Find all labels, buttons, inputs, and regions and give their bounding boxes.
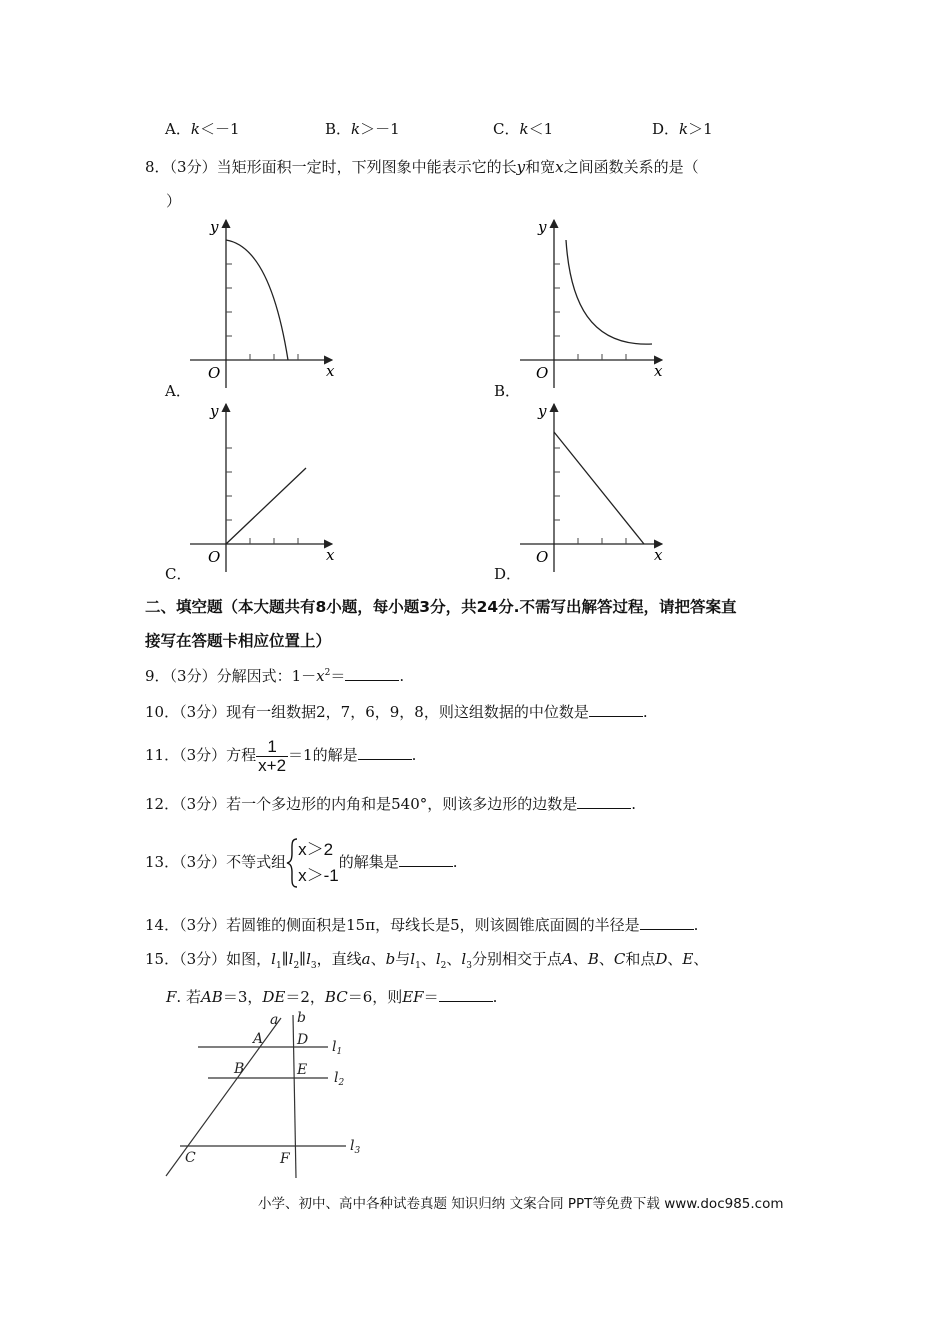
label-l1 xyxy=(332,1039,342,1057)
inequality-row-2: x＞-1 xyxy=(298,866,339,885)
q15-text: 与 xyxy=(395,950,411,968)
origin-label: O xyxy=(536,364,549,382)
label-l3-sub: 3 xyxy=(354,1146,361,1156)
graph-b xyxy=(490,212,680,402)
axis-x-label: x xyxy=(654,546,663,564)
q12-text: 12．（3分）若一个多边形的内角和是540°，则该多边形的边数是 xyxy=(145,795,578,813)
q8-text: 和宽 xyxy=(525,158,556,176)
option-var: k xyxy=(679,120,689,138)
option-c xyxy=(493,118,553,139)
answer-blank[interactable] xyxy=(589,715,643,717)
axis-y-label: y xyxy=(538,218,547,236)
q15-var: l xyxy=(410,950,416,968)
answer-blank[interactable] xyxy=(577,807,631,809)
option-label: A． xyxy=(165,120,191,138)
q15-text: 、 xyxy=(667,950,683,968)
answer-blank[interactable] xyxy=(640,928,694,930)
axis-x-label: x xyxy=(326,362,335,380)
q10-end: . xyxy=(642,703,648,721)
q15-var: l xyxy=(288,950,294,968)
q15-var: F xyxy=(166,988,177,1006)
label-l2-sub: 2 xyxy=(338,1078,345,1088)
axis-x-label: x xyxy=(654,362,663,380)
q15-var: l xyxy=(306,950,311,968)
q15-var: l xyxy=(271,950,276,968)
q15-sub: 3 xyxy=(310,961,317,971)
q14-end: . xyxy=(693,916,699,934)
label-l2 xyxy=(334,1070,344,1088)
q15-text: 和点 xyxy=(625,950,656,968)
q15-sub: 3 xyxy=(466,961,472,971)
axis-y-label: y xyxy=(210,218,219,236)
label-E: E xyxy=(297,1062,308,1078)
option-label: C． xyxy=(493,120,520,138)
answer-blank[interactable] xyxy=(399,865,453,867)
graph-a xyxy=(160,212,350,402)
graph-a-label: A． xyxy=(165,382,191,400)
q11-text: 11．（3分）方程 xyxy=(145,746,257,764)
q15-var: A xyxy=(561,950,573,968)
q8-var-x: x xyxy=(555,158,564,176)
footer-text: 小学、初中、高中各种试卷真题 知识归纳 文案合同 PPT等免费下载 www.doc985.com xyxy=(258,1196,784,1212)
q11-end: . xyxy=(411,746,417,764)
q15-var: C xyxy=(613,950,626,968)
q15-var: l xyxy=(461,950,467,968)
question-12 xyxy=(145,793,636,814)
inequality-system xyxy=(298,837,339,889)
q13-text: 13．（3分）不等式组 xyxy=(145,853,287,871)
q15-sub: 2 xyxy=(293,961,300,971)
label-b: b xyxy=(297,1010,306,1026)
q8-text: 之间函数关系的是（ xyxy=(563,158,699,176)
graph-d-line xyxy=(554,432,644,544)
graph-d-label: D． xyxy=(494,565,522,583)
q9-var: x xyxy=(316,667,325,685)
graph-b-curve xyxy=(566,240,652,344)
q15-var: BC xyxy=(324,988,348,1006)
q15-sub: 1 xyxy=(275,961,282,971)
q10-text: 10．（3分）现有一组数据2，7，6，9，8，则这组数据的中位数是 xyxy=(145,703,589,721)
graph-c-line xyxy=(226,468,306,544)
fraction-numerator: 1 xyxy=(256,738,288,757)
parallel-lines-figure xyxy=(160,1010,380,1180)
option-label: B． xyxy=(325,120,352,138)
q15-var: B xyxy=(587,950,599,968)
question-13 xyxy=(145,834,458,890)
graph-c xyxy=(160,396,350,586)
q13-end: . xyxy=(452,853,458,871)
label-F: F xyxy=(280,1151,290,1167)
graph-d xyxy=(490,396,680,586)
q13-text: 的解集是 xyxy=(338,853,399,871)
q15-text: ＝3， xyxy=(222,988,263,1006)
line-b xyxy=(293,1015,296,1178)
label-C: C xyxy=(185,1150,196,1166)
q12-end: . xyxy=(631,795,637,813)
line-a xyxy=(166,1018,281,1176)
q14-text: 14．（3分）若圆锥的侧面积是15π，母线长是5，则该圆锥底面圆的半径是 xyxy=(145,916,640,934)
answer-blank[interactable] xyxy=(358,758,412,760)
fraction-denominator: x+2 xyxy=(258,755,287,775)
q15-text: 、 xyxy=(572,950,588,968)
q15-var: D xyxy=(655,950,668,968)
q15-text: 、 xyxy=(370,950,386,968)
axis-y-label: y xyxy=(210,402,219,420)
option-b xyxy=(325,118,400,139)
option-text: ＜－1 xyxy=(199,120,240,138)
option-label: D． xyxy=(652,120,680,138)
option-a xyxy=(165,118,239,139)
q9-exponent: 2 xyxy=(324,668,331,678)
option-text: ＞1 xyxy=(688,120,713,138)
option-d xyxy=(652,118,713,139)
q15-var: DE xyxy=(262,988,286,1006)
label-l3 xyxy=(350,1138,360,1156)
origin-label: O xyxy=(536,548,549,566)
axis-y-label: y xyxy=(538,402,547,420)
question-9 xyxy=(145,665,404,686)
graph-c-label: C． xyxy=(165,565,192,583)
label-l2-main: l xyxy=(334,1070,339,1086)
option-var: k xyxy=(519,120,529,138)
q15-var: a xyxy=(361,950,371,968)
option-text: ＞－1 xyxy=(360,120,400,138)
fraction xyxy=(256,738,288,775)
q15-text: ＝2， xyxy=(285,988,325,1006)
inequality-row-1: x＞2 xyxy=(298,840,334,859)
question-14 xyxy=(145,914,698,935)
q15-sub: 1 xyxy=(415,961,421,971)
label-A: A xyxy=(253,1031,264,1047)
q15-text: 、 xyxy=(598,950,614,968)
q9-text: 9．（3分）分解因式：1－ xyxy=(145,667,317,685)
q9-text: ＝ xyxy=(330,667,346,685)
q8-close-paren: ） xyxy=(166,192,182,210)
q15-text: 15．（3分）如图， xyxy=(145,950,272,968)
option-text: ＜1 xyxy=(528,120,554,138)
q15-var: E xyxy=(682,950,694,968)
question-11 xyxy=(145,735,416,775)
section-2-heading-cont: 接写在答题卡相应位置上） xyxy=(145,632,332,650)
q15-text: 、 xyxy=(420,950,436,968)
q15-text: ＝6，则 xyxy=(347,988,403,1006)
q8-text: 8．（3分）当矩形面积一定时，下列图象中能表示它的长 xyxy=(145,158,517,176)
q9-end: . xyxy=(399,667,405,685)
label-a: a xyxy=(270,1012,279,1028)
q15-text: 分别相交于点 xyxy=(471,950,562,968)
q15-var: l xyxy=(435,950,441,968)
q15-end: . xyxy=(492,988,498,1006)
question-8 xyxy=(145,156,699,177)
axis-x-label: x xyxy=(326,546,335,564)
label-D: D xyxy=(297,1032,309,1048)
q15-text: ∥ xyxy=(299,950,307,968)
q15-text: . 若 xyxy=(176,988,201,1006)
graph-b-label: B． xyxy=(494,382,521,400)
q15-var: b xyxy=(385,950,396,968)
option-var: k xyxy=(190,120,200,138)
origin-label: O xyxy=(208,364,221,382)
q15-text: ，直线 xyxy=(316,950,362,968)
q15-text: ∥ xyxy=(281,950,289,968)
q15-sub: 2 xyxy=(440,961,447,971)
graph-a-curve xyxy=(226,240,288,360)
answer-blank[interactable] xyxy=(345,679,399,681)
q15-text: 、 xyxy=(693,950,709,968)
question-15 xyxy=(145,948,708,971)
label-l1-main: l xyxy=(332,1039,337,1055)
left-brace-icon xyxy=(286,837,298,889)
label-l1-sub: 1 xyxy=(336,1047,343,1057)
q15-text: 、 xyxy=(446,950,462,968)
question-10 xyxy=(145,701,648,722)
origin-label: O xyxy=(208,548,221,566)
label-B: B xyxy=(234,1061,245,1077)
q15-text: ＝ xyxy=(423,988,439,1006)
answer-blank[interactable] xyxy=(439,1000,493,1002)
q11-text: ＝1的解是 xyxy=(288,746,358,764)
q15-var: AB xyxy=(200,988,223,1006)
q15-var: EF xyxy=(402,988,424,1006)
label-l3-main: l xyxy=(350,1138,355,1154)
question-15-cont xyxy=(166,986,497,1007)
option-var: k xyxy=(351,120,361,138)
q8-var-y: y xyxy=(516,158,526,176)
section-2-heading: 二、填空题（本大题共有8小题，每小题3分，共24分.不需写出解答过程，请把答案直 xyxy=(145,598,737,616)
